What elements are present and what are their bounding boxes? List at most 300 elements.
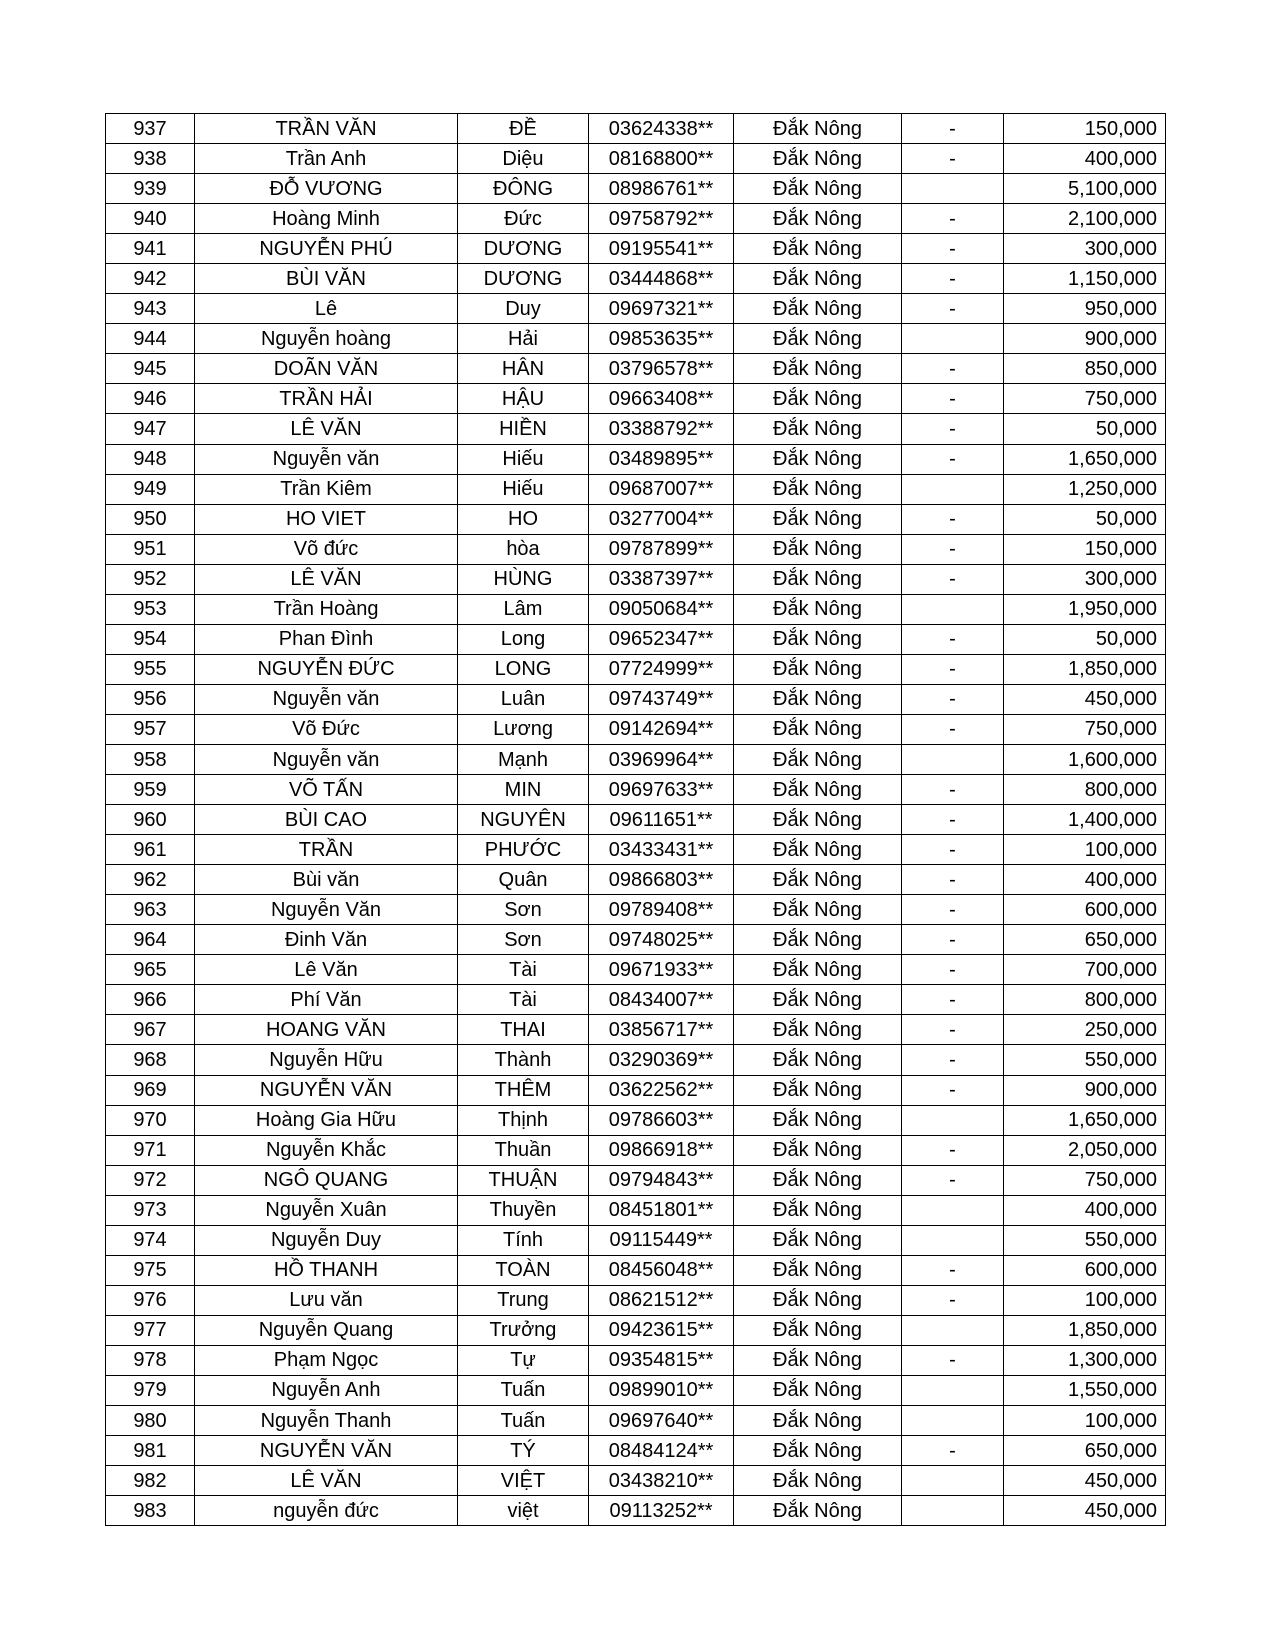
family-name-cell: NGUYỄN ĐỨC xyxy=(195,654,458,684)
given-name-cell: Thuần xyxy=(458,1135,589,1165)
marker-cell xyxy=(902,1466,1004,1496)
amount-cell: 250,000 xyxy=(1004,1015,1166,1045)
province-cell: Đắk Nông xyxy=(734,714,902,744)
family-name-cell: Võ Đức xyxy=(195,714,458,744)
phone-number-cell: 03856717** xyxy=(589,1015,734,1045)
amount-cell: 750,000 xyxy=(1004,384,1166,414)
province-cell: Đắk Nông xyxy=(734,324,902,354)
table-body xyxy=(106,114,1166,1526)
marker-cell: - xyxy=(902,805,1004,835)
table-row xyxy=(106,1255,1166,1285)
phone-number-cell: 03277004** xyxy=(589,504,734,534)
province-cell: Đắk Nông xyxy=(734,1195,902,1225)
marker-cell: - xyxy=(902,835,1004,865)
phone-number-cell: 09671933** xyxy=(589,955,734,985)
phone-number-cell: 09787899** xyxy=(589,534,734,564)
amount-cell: 800,000 xyxy=(1004,775,1166,805)
amount-cell: 5,100,000 xyxy=(1004,174,1166,204)
family-name-cell: Phạm Ngọc xyxy=(195,1345,458,1375)
given-name-cell: Diệu xyxy=(458,144,589,174)
table-row xyxy=(106,1436,1166,1466)
province-cell: Đắk Nông xyxy=(734,1075,902,1105)
given-name-cell: Lương xyxy=(458,714,589,744)
province-cell: Đắk Nông xyxy=(734,895,902,925)
table-row xyxy=(106,895,1166,925)
family-name-cell: Nguyễn Anh xyxy=(195,1375,458,1405)
amount-cell: 550,000 xyxy=(1004,1045,1166,1075)
province-cell: Đắk Nông xyxy=(734,684,902,714)
family-name-cell: NGÔ QUANG xyxy=(195,1165,458,1195)
phone-number-cell: 09142694** xyxy=(589,714,734,744)
marker-cell: - xyxy=(902,654,1004,684)
marker-cell xyxy=(902,324,1004,354)
table-row xyxy=(106,865,1166,895)
given-name-cell: DƯƠNG xyxy=(458,264,589,294)
given-name-cell: DƯƠNG xyxy=(458,234,589,264)
phone-number-cell: 09866918** xyxy=(589,1135,734,1165)
marker-cell: - xyxy=(902,1255,1004,1285)
phone-number-cell: 09195541** xyxy=(589,234,734,264)
table-row xyxy=(106,805,1166,835)
row-number-cell: 941 xyxy=(106,234,195,264)
marker-cell: - xyxy=(902,264,1004,294)
table-row xyxy=(106,775,1166,805)
given-name-cell: TOÀN xyxy=(458,1255,589,1285)
phone-number-cell: 03388792** xyxy=(589,414,734,444)
province-cell: Đắk Nông xyxy=(734,1165,902,1195)
row-number-cell: 946 xyxy=(106,384,195,414)
phone-number-cell: 09786603** xyxy=(589,1105,734,1135)
amount-cell: 1,150,000 xyxy=(1004,264,1166,294)
row-number-cell: 937 xyxy=(106,114,195,144)
province-cell: Đắk Nông xyxy=(734,775,902,805)
given-name-cell: Trung xyxy=(458,1285,589,1315)
row-number-cell: 979 xyxy=(106,1375,195,1405)
row-number-cell: 981 xyxy=(106,1436,195,1466)
table-row xyxy=(106,955,1166,985)
family-name-cell: Nguyễn hoàng xyxy=(195,324,458,354)
row-number-cell: 938 xyxy=(106,144,195,174)
marker-cell: - xyxy=(902,684,1004,714)
row-number-cell: 948 xyxy=(106,444,195,474)
amount-cell: 750,000 xyxy=(1004,1165,1166,1195)
row-number-cell: 958 xyxy=(106,744,195,774)
province-cell: Đắk Nông xyxy=(734,624,902,654)
province-cell: Đắk Nông xyxy=(734,865,902,895)
table-row xyxy=(106,1375,1166,1405)
table-row xyxy=(106,204,1166,234)
marker-cell: - xyxy=(902,534,1004,564)
province-cell: Đắk Nông xyxy=(734,444,902,474)
family-name-cell: Trần Anh xyxy=(195,144,458,174)
marker-cell: - xyxy=(902,1436,1004,1466)
phone-number-cell: 09050684** xyxy=(589,594,734,624)
marker-cell: - xyxy=(902,895,1004,925)
family-name-cell: BÙI CAO xyxy=(195,805,458,835)
phone-number-cell: 08484124** xyxy=(589,1436,734,1466)
phone-number-cell: 07724999** xyxy=(589,654,734,684)
row-number-cell: 973 xyxy=(106,1195,195,1225)
given-name-cell: hòa xyxy=(458,534,589,564)
family-name-cell: ĐỖ VƯƠNG xyxy=(195,174,458,204)
table-row xyxy=(106,534,1166,564)
given-name-cell: Thuyền xyxy=(458,1195,589,1225)
amount-cell: 1,400,000 xyxy=(1004,805,1166,835)
marker-cell: - xyxy=(902,865,1004,895)
family-name-cell: Phí Văn xyxy=(195,985,458,1015)
phone-number-cell: 03622562** xyxy=(589,1075,734,1105)
province-cell: Đắk Nông xyxy=(734,204,902,234)
marker-cell: - xyxy=(902,714,1004,744)
family-name-cell: HOANG VĂN xyxy=(195,1015,458,1045)
family-name-cell: TRẦN HẢI xyxy=(195,384,458,414)
family-name-cell: Nguyễn Khắc xyxy=(195,1135,458,1165)
row-number-cell: 969 xyxy=(106,1075,195,1105)
marker-cell xyxy=(902,1225,1004,1255)
marker-cell xyxy=(902,174,1004,204)
amount-cell: 50,000 xyxy=(1004,624,1166,654)
given-name-cell: ĐỀ xyxy=(458,114,589,144)
row-number-cell: 951 xyxy=(106,534,195,564)
given-name-cell: VIỆT xyxy=(458,1466,589,1496)
province-cell: Đắk Nông xyxy=(734,955,902,985)
marker-cell: - xyxy=(902,234,1004,264)
given-name-cell: HO xyxy=(458,504,589,534)
given-name-cell: Tài xyxy=(458,955,589,985)
marker-cell: - xyxy=(902,354,1004,384)
table-row xyxy=(106,744,1166,774)
given-name-cell: PHƯỚC xyxy=(458,835,589,865)
row-number-cell: 940 xyxy=(106,204,195,234)
row-number-cell: 950 xyxy=(106,504,195,534)
family-name-cell: nguyễn đức xyxy=(195,1496,458,1526)
amount-cell: 600,000 xyxy=(1004,895,1166,925)
family-name-cell: Hoàng Minh xyxy=(195,204,458,234)
row-number-cell: 960 xyxy=(106,805,195,835)
amount-cell: 1,650,000 xyxy=(1004,444,1166,474)
amount-cell: 1,950,000 xyxy=(1004,594,1166,624)
province-cell: Đắk Nông xyxy=(734,234,902,264)
marker-cell: - xyxy=(902,1045,1004,1075)
phone-number-cell: 03969964** xyxy=(589,744,734,774)
province-cell: Đắk Nông xyxy=(734,354,902,384)
amount-cell: 1,850,000 xyxy=(1004,654,1166,684)
row-number-cell: 963 xyxy=(106,895,195,925)
province-cell: Đắk Nông xyxy=(734,925,902,955)
family-name-cell: Nguyễn Quang xyxy=(195,1315,458,1345)
given-name-cell: Tự xyxy=(458,1345,589,1375)
family-name-cell: Bùi văn xyxy=(195,865,458,895)
province-cell: Đắk Nông xyxy=(734,1225,902,1255)
family-name-cell: Nguyễn Duy xyxy=(195,1225,458,1255)
marker-cell xyxy=(902,1406,1004,1436)
marker-cell xyxy=(902,744,1004,774)
phone-number-cell: 03444868** xyxy=(589,264,734,294)
given-name-cell: Luân xyxy=(458,684,589,714)
row-number-cell: 959 xyxy=(106,775,195,805)
phone-number-cell: 08451801** xyxy=(589,1195,734,1225)
province-cell: Đắk Nông xyxy=(734,1285,902,1315)
phone-number-cell: 09697640** xyxy=(589,1406,734,1436)
family-name-cell: LÊ VĂN xyxy=(195,1466,458,1496)
amount-cell: 100,000 xyxy=(1004,1406,1166,1436)
family-name-cell: DOÃN VĂN xyxy=(195,354,458,384)
phone-number-cell: 09743749** xyxy=(589,684,734,714)
table-row xyxy=(106,835,1166,865)
marker-cell: - xyxy=(902,775,1004,805)
row-number-cell: 970 xyxy=(106,1105,195,1135)
row-number-cell: 972 xyxy=(106,1165,195,1195)
amount-cell: 400,000 xyxy=(1004,144,1166,174)
family-name-cell: NGUYỄN PHÚ xyxy=(195,234,458,264)
row-number-cell: 961 xyxy=(106,835,195,865)
province-cell: Đắk Nông xyxy=(734,594,902,624)
table-row xyxy=(106,1075,1166,1105)
family-name-cell: Nguyễn Văn xyxy=(195,895,458,925)
province-cell: Đắk Nông xyxy=(734,1375,902,1405)
phone-number-cell: 09354815** xyxy=(589,1345,734,1375)
phone-number-cell: 09652347** xyxy=(589,624,734,654)
province-cell: Đắk Nông xyxy=(734,985,902,1015)
row-number-cell: 952 xyxy=(106,564,195,594)
given-name-cell: Sơn xyxy=(458,925,589,955)
table-row xyxy=(106,264,1166,294)
phone-number-cell: 09663408** xyxy=(589,384,734,414)
province-cell: Đắk Nông xyxy=(734,1406,902,1436)
given-name-cell: Tài xyxy=(458,985,589,1015)
table-row xyxy=(106,1165,1166,1195)
phone-number-cell: 09853635** xyxy=(589,324,734,354)
family-name-cell: VÕ TẤN xyxy=(195,775,458,805)
province-cell: Đắk Nông xyxy=(734,1255,902,1285)
table-row xyxy=(106,1195,1166,1225)
family-name-cell: LÊ VĂN xyxy=(195,414,458,444)
marker-cell: - xyxy=(902,414,1004,444)
table-row xyxy=(106,354,1166,384)
given-name-cell: HẬU xyxy=(458,384,589,414)
amount-cell: 400,000 xyxy=(1004,865,1166,895)
family-name-cell: Trần Kiêm xyxy=(195,474,458,504)
table-row xyxy=(106,1406,1166,1436)
family-name-cell: Hoàng Gia Hữu xyxy=(195,1105,458,1135)
amount-cell: 550,000 xyxy=(1004,1225,1166,1255)
marker-cell xyxy=(902,1496,1004,1526)
province-cell: Đắk Nông xyxy=(734,1105,902,1135)
table-row xyxy=(106,114,1166,144)
amount-cell: 950,000 xyxy=(1004,294,1166,324)
table-row xyxy=(106,384,1166,414)
family-name-cell: Đinh Văn xyxy=(195,925,458,955)
table-row xyxy=(106,925,1166,955)
row-number-cell: 957 xyxy=(106,714,195,744)
amount-cell: 2,050,000 xyxy=(1004,1135,1166,1165)
province-cell: Đắk Nông xyxy=(734,1315,902,1345)
family-name-cell: Nguyễn văn xyxy=(195,444,458,474)
province-cell: Đắk Nông xyxy=(734,1496,902,1526)
amount-cell: 1,300,000 xyxy=(1004,1345,1166,1375)
amount-cell: 300,000 xyxy=(1004,234,1166,264)
marker-cell: - xyxy=(902,114,1004,144)
row-number-cell: 939 xyxy=(106,174,195,204)
given-name-cell: Lâm xyxy=(458,594,589,624)
marker-cell: - xyxy=(902,925,1004,955)
family-name-cell: HO VIET xyxy=(195,504,458,534)
province-cell: Đắk Nông xyxy=(734,1345,902,1375)
row-number-cell: 943 xyxy=(106,294,195,324)
province-cell: Đắk Nông xyxy=(734,1045,902,1075)
phone-number-cell: 09697633** xyxy=(589,775,734,805)
row-number-cell: 953 xyxy=(106,594,195,624)
province-cell: Đắk Nông xyxy=(734,384,902,414)
given-name-cell: THUẬN xyxy=(458,1165,589,1195)
table-row xyxy=(106,144,1166,174)
phone-number-cell: 08434007** xyxy=(589,985,734,1015)
table-row xyxy=(106,1285,1166,1315)
phone-number-cell: 09115449** xyxy=(589,1225,734,1255)
row-number-cell: 949 xyxy=(106,474,195,504)
marker-cell: - xyxy=(902,985,1004,1015)
given-name-cell: Tính xyxy=(458,1225,589,1255)
province-cell: Đắk Nông xyxy=(734,805,902,835)
given-name-cell: LONG xyxy=(458,654,589,684)
amount-cell: 1,550,000 xyxy=(1004,1375,1166,1405)
row-number-cell: 968 xyxy=(106,1045,195,1075)
province-cell: Đắk Nông xyxy=(734,504,902,534)
province-cell: Đắk Nông xyxy=(734,1436,902,1466)
amount-cell: 300,000 xyxy=(1004,564,1166,594)
table-row xyxy=(106,684,1166,714)
phone-number-cell: 03387397** xyxy=(589,564,734,594)
table-row xyxy=(106,594,1166,624)
given-name-cell: Quân xyxy=(458,865,589,895)
province-cell: Đắk Nông xyxy=(734,1135,902,1165)
phone-number-cell: 09113252** xyxy=(589,1496,734,1526)
row-number-cell: 965 xyxy=(106,955,195,985)
province-cell: Đắk Nông xyxy=(734,564,902,594)
marker-cell: - xyxy=(902,1285,1004,1315)
family-name-cell: Lưu văn xyxy=(195,1285,458,1315)
phone-number-cell: 09611651** xyxy=(589,805,734,835)
row-number-cell: 982 xyxy=(106,1466,195,1496)
family-name-cell: Lê xyxy=(195,294,458,324)
given-name-cell: Hải xyxy=(458,324,589,354)
marker-cell: - xyxy=(902,564,1004,594)
given-name-cell: Hiếu xyxy=(458,474,589,504)
marker-cell: - xyxy=(902,444,1004,474)
phone-number-cell: 03489895** xyxy=(589,444,734,474)
given-name-cell: Trưởng xyxy=(458,1315,589,1345)
phone-number-cell: 09758792** xyxy=(589,204,734,234)
phone-number-cell: 08456048** xyxy=(589,1255,734,1285)
amount-cell: 1,600,000 xyxy=(1004,744,1166,774)
table-row xyxy=(106,654,1166,684)
amount-cell: 2,100,000 xyxy=(1004,204,1166,234)
family-name-cell: Lê Văn xyxy=(195,955,458,985)
row-number-cell: 977 xyxy=(106,1315,195,1345)
given-name-cell: Long xyxy=(458,624,589,654)
phone-number-cell: 08168800** xyxy=(589,144,734,174)
family-name-cell: Trần Hoàng xyxy=(195,594,458,624)
marker-cell: - xyxy=(902,384,1004,414)
marker-cell xyxy=(902,474,1004,504)
table-row xyxy=(106,1045,1166,1075)
amount-cell: 900,000 xyxy=(1004,1075,1166,1105)
phone-number-cell: 09423615** xyxy=(589,1315,734,1345)
given-name-cell: Tuấn xyxy=(458,1406,589,1436)
marker-cell: - xyxy=(902,144,1004,174)
given-name-cell: Mạnh xyxy=(458,744,589,774)
row-number-cell: 954 xyxy=(106,624,195,654)
marker-cell: - xyxy=(902,204,1004,234)
table-row xyxy=(106,1345,1166,1375)
marker-cell: - xyxy=(902,294,1004,324)
amount-cell: 850,000 xyxy=(1004,354,1166,384)
row-number-cell: 978 xyxy=(106,1345,195,1375)
marker-cell xyxy=(902,1315,1004,1345)
marker-cell: - xyxy=(902,1165,1004,1195)
given-name-cell: Thịnh xyxy=(458,1105,589,1135)
row-number-cell: 942 xyxy=(106,264,195,294)
amount-cell: 750,000 xyxy=(1004,714,1166,744)
province-cell: Đắk Nông xyxy=(734,744,902,774)
amount-cell: 450,000 xyxy=(1004,1496,1166,1526)
row-number-cell: 945 xyxy=(106,354,195,384)
table-row xyxy=(106,985,1166,1015)
family-name-cell: Nguyễn Thanh xyxy=(195,1406,458,1436)
table-row xyxy=(106,444,1166,474)
phone-number-cell: 08621512** xyxy=(589,1285,734,1315)
table-row xyxy=(106,324,1166,354)
table-row xyxy=(106,624,1166,654)
family-name-cell: TRẦN VĂN xyxy=(195,114,458,144)
table-row xyxy=(106,174,1166,204)
given-name-cell: Thành xyxy=(458,1045,589,1075)
marker-cell: - xyxy=(902,1015,1004,1045)
given-name-cell: THÊM xyxy=(458,1075,589,1105)
amount-cell: 600,000 xyxy=(1004,1255,1166,1285)
family-name-cell: Nguyễn văn xyxy=(195,744,458,774)
province-cell: Đắk Nông xyxy=(734,654,902,684)
row-number-cell: 947 xyxy=(106,414,195,444)
row-number-cell: 976 xyxy=(106,1285,195,1315)
family-name-cell: Võ đức xyxy=(195,534,458,564)
phone-number-cell: 09899010** xyxy=(589,1375,734,1405)
amount-cell: 50,000 xyxy=(1004,414,1166,444)
province-cell: Đắk Nông xyxy=(734,114,902,144)
province-cell: Đắk Nông xyxy=(734,1015,902,1045)
row-number-cell: 980 xyxy=(106,1406,195,1436)
table-row xyxy=(106,1225,1166,1255)
phone-number-cell: 09687007** xyxy=(589,474,734,504)
table-row xyxy=(106,1315,1166,1345)
family-name-cell: Nguyễn Xuân xyxy=(195,1195,458,1225)
table-row xyxy=(106,474,1166,504)
phone-number-cell: 03796578** xyxy=(589,354,734,384)
table-row xyxy=(106,294,1166,324)
marker-cell xyxy=(902,1375,1004,1405)
province-cell: Đắk Nông xyxy=(734,474,902,504)
amount-cell: 650,000 xyxy=(1004,1436,1166,1466)
table-row xyxy=(106,1105,1166,1135)
given-name-cell: HÙNG xyxy=(458,564,589,594)
province-cell: Đắk Nông xyxy=(734,264,902,294)
family-name-cell: HỒ THANH xyxy=(195,1255,458,1285)
marker-cell xyxy=(902,1195,1004,1225)
marker-cell: - xyxy=(902,1135,1004,1165)
marker-cell: - xyxy=(902,624,1004,654)
amount-cell: 650,000 xyxy=(1004,925,1166,955)
given-name-cell: Duy xyxy=(458,294,589,324)
